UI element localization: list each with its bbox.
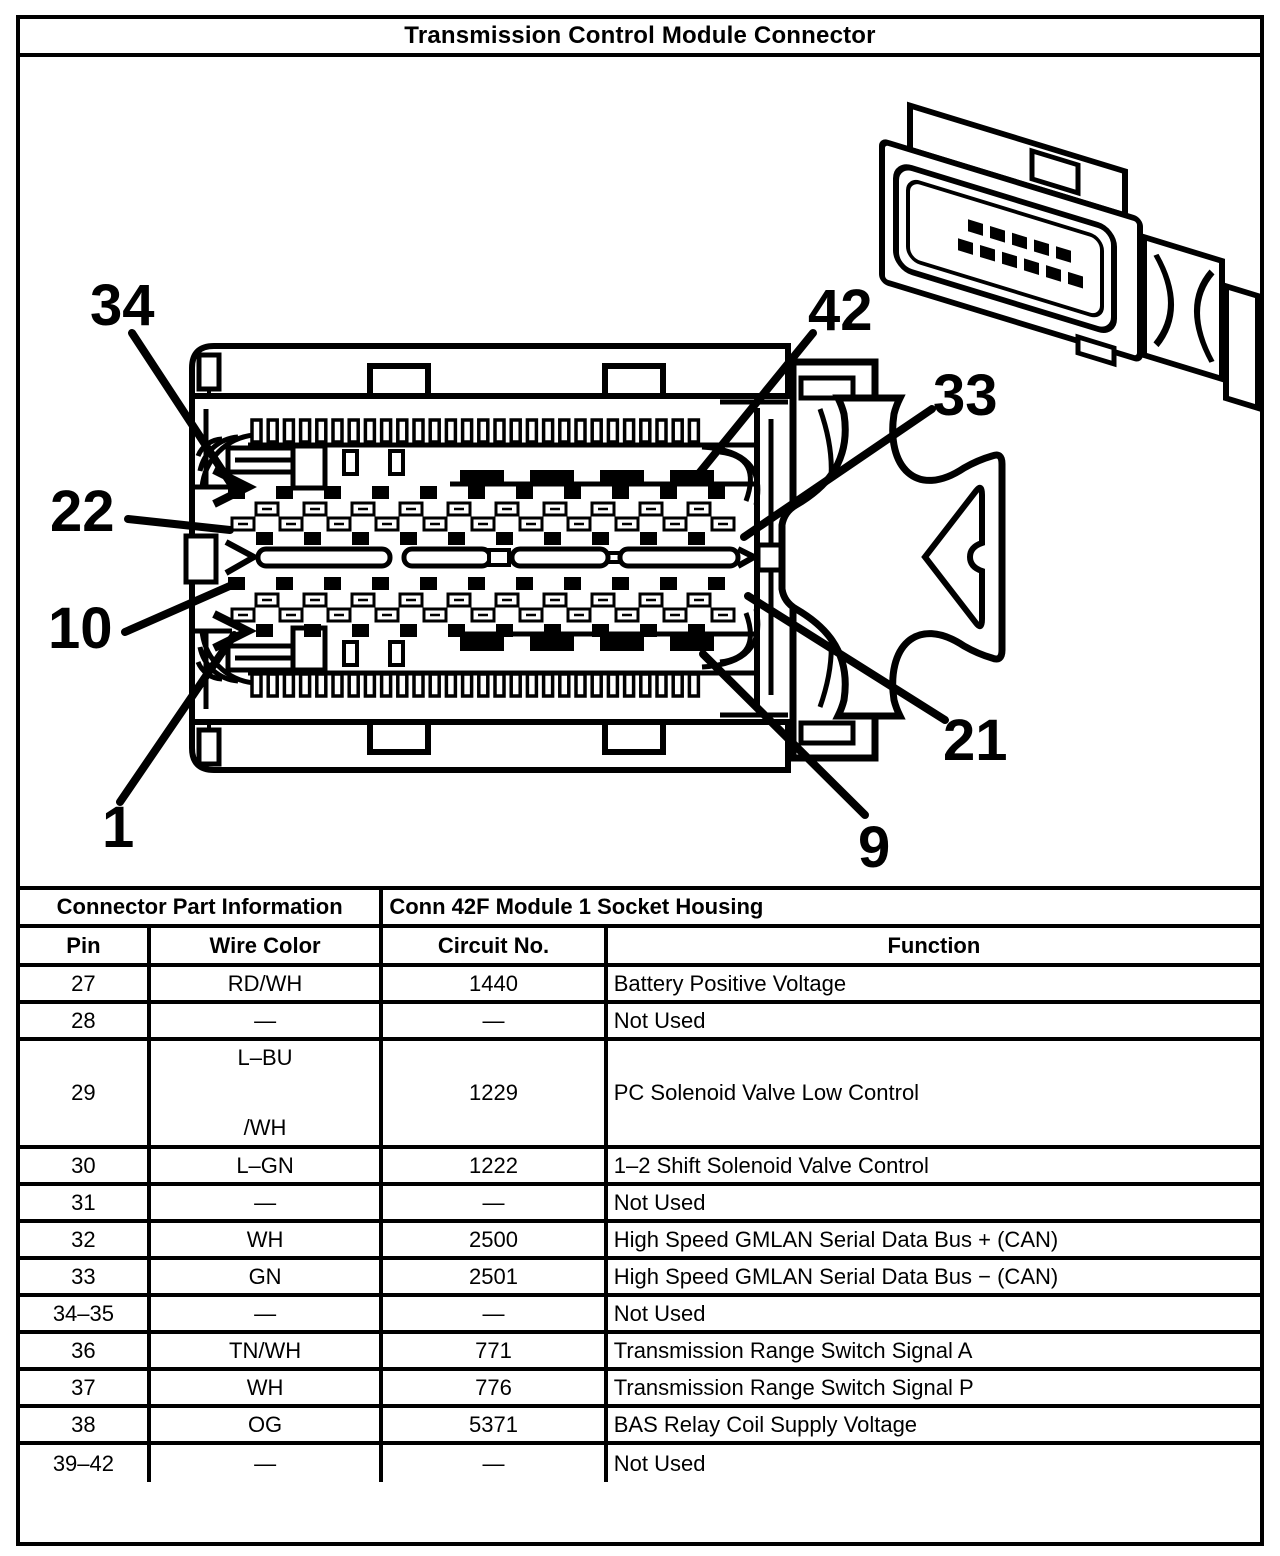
pin-cell: 28 [20, 1002, 149, 1039]
function-cell: High Speed GMLAN Serial Data Bus + (CAN) [606, 1221, 1260, 1258]
circuit-cell: — [381, 1443, 605, 1482]
function-cell: Not Used [606, 1443, 1260, 1482]
table-row [20, 1221, 1260, 1258]
pin-cell: 37 [20, 1369, 149, 1406]
service-manual-page [16, 15, 1264, 1546]
part-info-row [20, 888, 1260, 926]
circuit-cell: — [381, 1002, 605, 1039]
table-row [20, 1332, 1260, 1369]
circuit-cell: 5371 [381, 1406, 605, 1443]
pin-cell: 27 [20, 965, 149, 1002]
pinout-table [20, 886, 1260, 1482]
pin-cell: 30 [20, 1147, 149, 1184]
table-row [20, 1295, 1260, 1332]
wire-bottom: /WH [243, 1115, 287, 1140]
page-title: Transmission Control Module Connector [404, 22, 876, 49]
callout-9-label: 9 [858, 815, 891, 880]
pin-cell: 32 [20, 1221, 149, 1258]
circuit-cell: — [381, 1184, 605, 1221]
pin-cell: 31 [20, 1184, 149, 1221]
wire-cell [149, 1039, 382, 1147]
wire-cell: — [149, 1443, 382, 1482]
wire-top: L–BU [237, 1045, 293, 1070]
part-info-value: Conn 42F Module 1 Socket Housing [381, 888, 1260, 926]
wire-cell: GN [149, 1258, 382, 1295]
table-row [20, 1258, 1260, 1295]
part-info-label: Connector Part Information [20, 888, 381, 926]
function-cell: 1–2 Shift Solenoid Valve Control [606, 1147, 1260, 1184]
function-cell: PC Solenoid Valve Low Control [606, 1039, 1260, 1147]
callout-42-label: 42 [808, 278, 873, 343]
table-row [20, 1406, 1260, 1443]
wire-cell: RD/WH [149, 965, 382, 1002]
circuit-cell: 776 [381, 1369, 605, 1406]
title-bar [20, 19, 1260, 57]
wire-cell: WH [149, 1221, 382, 1258]
pin-cell: 34–35 [20, 1295, 149, 1332]
comb-strip-top [252, 420, 698, 442]
connector-line-art [20, 57, 1260, 886]
callout-21-label: 21 [943, 708, 1008, 773]
wire-cell: L–GN [149, 1147, 382, 1184]
callout-1-label: 1 [102, 795, 135, 860]
circuit-cell: 2501 [381, 1258, 605, 1295]
function-cell: Transmission Range Switch Signal P [606, 1369, 1260, 1406]
pin-cell: 36 [20, 1332, 149, 1369]
connector-diagram [20, 57, 1260, 886]
wire-cell: — [149, 1295, 382, 1332]
circuit-cell: 1440 [381, 965, 605, 1002]
function-cell: Not Used [606, 1184, 1260, 1221]
wire-cell: TN/WH [149, 1332, 382, 1369]
callout-10-label: 10 [48, 596, 113, 661]
table-row [20, 1369, 1260, 1406]
circuit-cell: 771 [381, 1332, 605, 1369]
leader-line-10 [125, 585, 232, 632]
callout-34-label: 34 [90, 273, 155, 338]
col-header-circuit: Circuit No. [381, 926, 605, 965]
comb-strip-bottom [252, 674, 698, 696]
col-header-pin: Pin [20, 926, 149, 965]
circuit-cell: — [381, 1295, 605, 1332]
wire-cell: OG [149, 1406, 382, 1443]
callout-33-label: 33 [933, 363, 998, 428]
wire-cell: — [149, 1184, 382, 1221]
callout-22-label: 22 [50, 479, 115, 544]
function-cell: Battery Positive Voltage [606, 965, 1260, 1002]
leader-line-1 [120, 635, 234, 802]
iso-connector-drawing [882, 97, 1258, 408]
pin-cell: 29 [20, 1039, 149, 1147]
function-cell: Transmission Range Switch Signal A [606, 1332, 1260, 1369]
column-header-row [20, 926, 1260, 965]
leader-line-22 [128, 519, 230, 530]
function-cell: Not Used [606, 1295, 1260, 1332]
circuit-cell: 1222 [381, 1147, 605, 1184]
wire-cell: — [149, 1002, 382, 1039]
table-row [20, 1184, 1260, 1221]
table-row [20, 965, 1260, 1002]
table-row [20, 1147, 1260, 1184]
col-header-wire: Wire Color [149, 926, 382, 965]
pin-cell: 33 [20, 1258, 149, 1295]
table-row [20, 1443, 1260, 1482]
col-header-function: Function [606, 926, 1260, 965]
table-row [20, 1002, 1260, 1039]
connector-face-drawing [186, 346, 1002, 770]
table-row [20, 1039, 1260, 1147]
circuit-cell: 1229 [381, 1039, 605, 1147]
pin-cell: 39–42 [20, 1443, 149, 1482]
circuit-cell: 2500 [381, 1221, 605, 1258]
function-cell: BAS Relay Coil Supply Voltage [606, 1406, 1260, 1443]
wire-cell: WH [149, 1369, 382, 1406]
function-cell: Not Used [606, 1002, 1260, 1039]
function-cell: High Speed GMLAN Serial Data Bus − (CAN) [606, 1258, 1260, 1295]
pin-cell: 38 [20, 1406, 149, 1443]
